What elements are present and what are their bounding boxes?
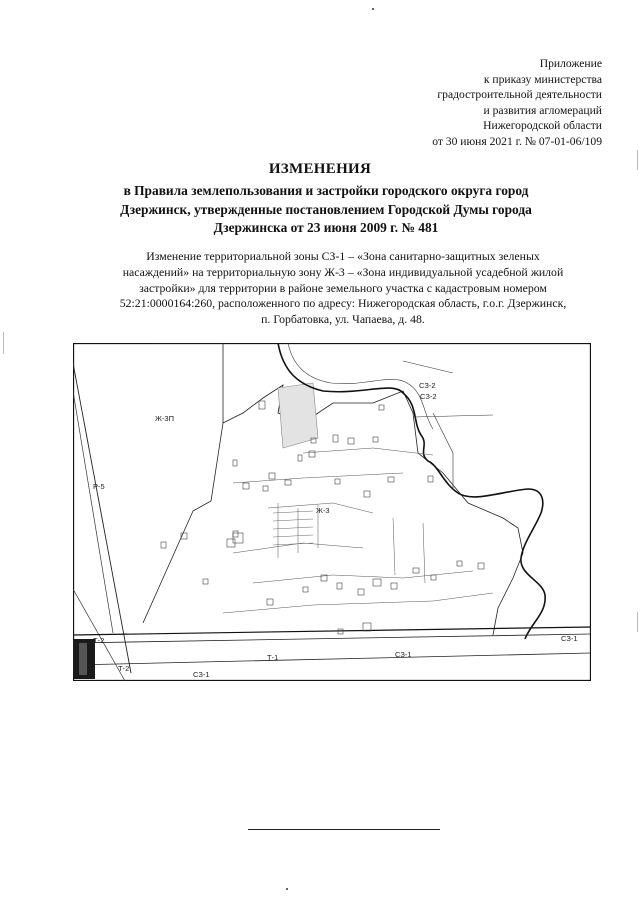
- annex-line: и развития агломераций: [483, 103, 602, 117]
- zone-label-sz1: СЗ-1: [193, 670, 210, 679]
- subtitle-line: Дзержинск, утвержденные постановлением Городской Думы города: [120, 201, 532, 217]
- zone-label-t2: Т-2: [93, 636, 105, 645]
- annex-line: к приказу министерства: [483, 72, 602, 86]
- scan-speck: [372, 8, 374, 10]
- document-title: ИЗМЕНЕНИЯ: [268, 161, 372, 177]
- scan-mark: [3, 332, 4, 354]
- map-frame: [74, 344, 591, 681]
- document-subtitle: [96, 182, 556, 238]
- description-line: 52:21:0000164:260, расположенного по адресу: Нижегородская область, г.о.г. Дзержинск,: [119, 296, 567, 311]
- zone-label-sz2: СЗ-2: [420, 392, 437, 401]
- map-dark-block: [79, 643, 87, 675]
- scan-mark: [637, 150, 638, 170]
- change-description: [88, 249, 598, 328]
- annex-line: Нижегородской области: [483, 119, 602, 133]
- zone-label-zh3p: Ж-3П: [155, 414, 174, 423]
- zone-label-zh3: Ж-3: [316, 506, 330, 515]
- subtitle-line: Дзержинска от 23 июня 2009 г. № 481: [213, 220, 439, 235]
- zone-label-r5: Р-5: [93, 482, 105, 491]
- zone-label-sz1: СЗ-1: [561, 634, 578, 643]
- zoning-map: [73, 343, 591, 681]
- zone-label-sz1: СЗ-1: [395, 650, 412, 659]
- description-line: Изменение территориальной зоны СЗ-1 – «Зона санитарно-защитных зеленых: [146, 249, 540, 263]
- scan-speck: [286, 888, 288, 890]
- annex-line: Приложение: [539, 57, 602, 70]
- annex-line: от 30 июня 2021 г. № 07-01-06/109: [432, 134, 602, 148]
- annex-line: градостроительной деятельности: [437, 88, 602, 102]
- description-line: насаждений» на территориальную зону Ж-3 – «Зона индивидуальной усадебной жилой: [122, 264, 564, 279]
- description-line: п. Горбатовка, ул. Чапаева, д. 48.: [261, 312, 425, 327]
- scan-mark: [637, 612, 638, 632]
- zone-label-t1: Т-1: [267, 653, 279, 662]
- zone-label-t2: Т-2: [118, 664, 130, 673]
- annex-block: [302, 56, 602, 150]
- signature-line: [248, 829, 440, 830]
- subtitle-line: в Правила землепользования и застройки городского округа город: [123, 183, 529, 198]
- zone-label-sz2: СЗ-2: [419, 381, 436, 390]
- description-line: застройки» для территории в районе земельного участка с кадастровым номером: [139, 280, 547, 295]
